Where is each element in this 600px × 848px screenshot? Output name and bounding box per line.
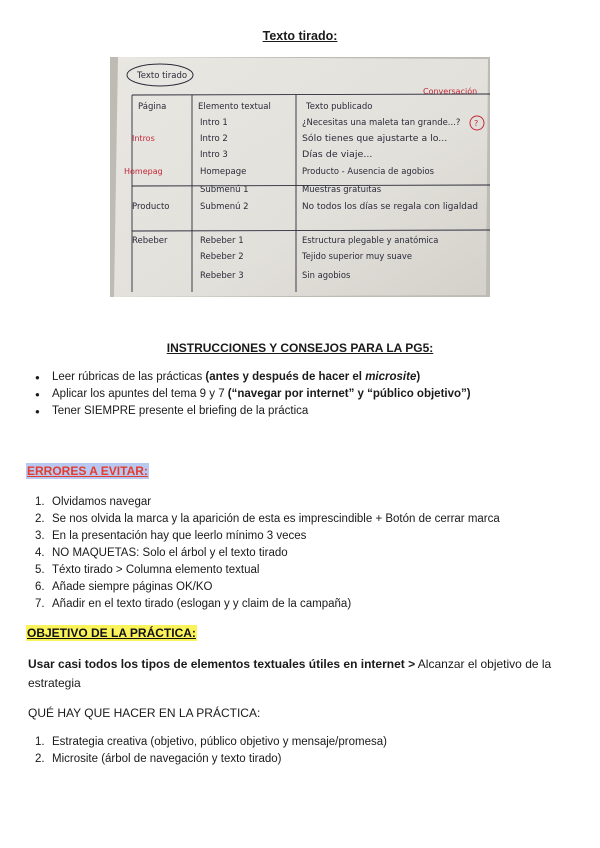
list-item: 2. Se nos olvida la marca y la aparición de esta es imprescindible + Botón de cerrar marca: [35, 513, 500, 525]
list-item: ● Tener SIEMPRE presente el briefing de la práctica: [35, 403, 575, 420]
list-item: ● Aplicar los apuntes del tema 9 y 7 (“navegar por internet” y “público objetivo”): [35, 386, 575, 403]
row-text: Sin agobios: [302, 271, 351, 281]
errors-list: [35, 494, 580, 613]
list-item: 1. Estrategia creativa (objetivo, público objetivo y mensaje/promesa): [35, 736, 387, 748]
row-text: Muestras gratuitas: [302, 185, 382, 195]
row-element: Rebeber 2: [200, 252, 244, 262]
list-item: 3. En la presentación hay que leerlo mínimo 3 veces: [35, 530, 307, 542]
section-label: Rebeber: [132, 236, 168, 246]
row-text: Días de viaje...: [302, 150, 373, 160]
list-item: 7. Añadir en el texto tirado (eslogan y y claim de la campaña): [35, 598, 352, 610]
row-text: Producto - Ausencia de agobios: [302, 167, 435, 177]
list-item: 6. Añade siempre páginas OK/KO: [35, 581, 213, 593]
page-title: Texto tirado:: [262, 29, 338, 43]
row-element: Submenú 2: [200, 202, 249, 212]
row-element: Submenú 1: [200, 185, 249, 195]
section-label: Producto: [132, 202, 170, 212]
instructions-list: [35, 369, 575, 420]
row-text: Sólo tienes que ajustarte a lo...: [302, 134, 435, 144]
row-element: Intro 2: [200, 134, 228, 144]
steps-list: [35, 734, 580, 768]
row-element: Rebeber 3: [200, 271, 244, 281]
header-pagina: Página: [138, 102, 167, 112]
row-element: Rebeber 1: [200, 236, 244, 246]
list-item: 1. Olvidamos navegar: [35, 496, 152, 508]
row-text: Estructura plegable y anatómica: [302, 236, 441, 246]
section-label: Intros: [132, 134, 155, 143]
errors-heading: ERRORES A EVITAR:: [27, 464, 148, 478]
header-elemento-textual: Elemento textual: [198, 102, 271, 112]
row-text: Tejido superior muy suave: [301, 252, 412, 262]
what-to-do-heading: QUÉ HAY QUE HACER EN LA PRÁCTICA:: [28, 706, 261, 720]
section-label: Homepag: [124, 167, 163, 176]
list-item: 5. Téxto tirado > Columna elemento textual: [35, 564, 260, 576]
header-texto-publicado: Texto publicado: [306, 102, 373, 112]
row-text: No todos los días se regala con ligaldad: [302, 202, 478, 212]
objective-heading: OBJETIVO DE LA PRÁCTICA:: [27, 626, 196, 640]
row-text: ¿Necesitas una maleta tan grande...?: [302, 118, 461, 128]
corner-note: Conversación: [423, 87, 478, 96]
instructions-heading: INSTRUCCIONES Y CONSEJOS PARA LA PG5:: [166, 341, 434, 355]
circled-question-mark: ?: [474, 119, 479, 128]
handwritten-table-photo: [110, 57, 490, 297]
list-item: 4. NO MAQUETAS: Solo el árbol y el texto tirado: [35, 547, 288, 559]
handwritten-table-drawing: [110, 57, 490, 297]
objective-paragraph: Usar casi todos los tipos de elementos textuales útiles en internet > Alcanzar el objetivo de la estrategia: [28, 657, 552, 690]
list-item: 2. Microsite (árbol de navegación y texto tirado): [35, 753, 282, 765]
row-element: Intro 3: [200, 150, 228, 160]
photo-caption: Texto tirado: [137, 71, 188, 81]
row-element: Homepage: [200, 167, 247, 177]
list-item: ● Leer rúbricas de las prácticas (antes y después de hacer el microsite): [35, 369, 575, 386]
row-element: Intro 1: [200, 118, 228, 128]
